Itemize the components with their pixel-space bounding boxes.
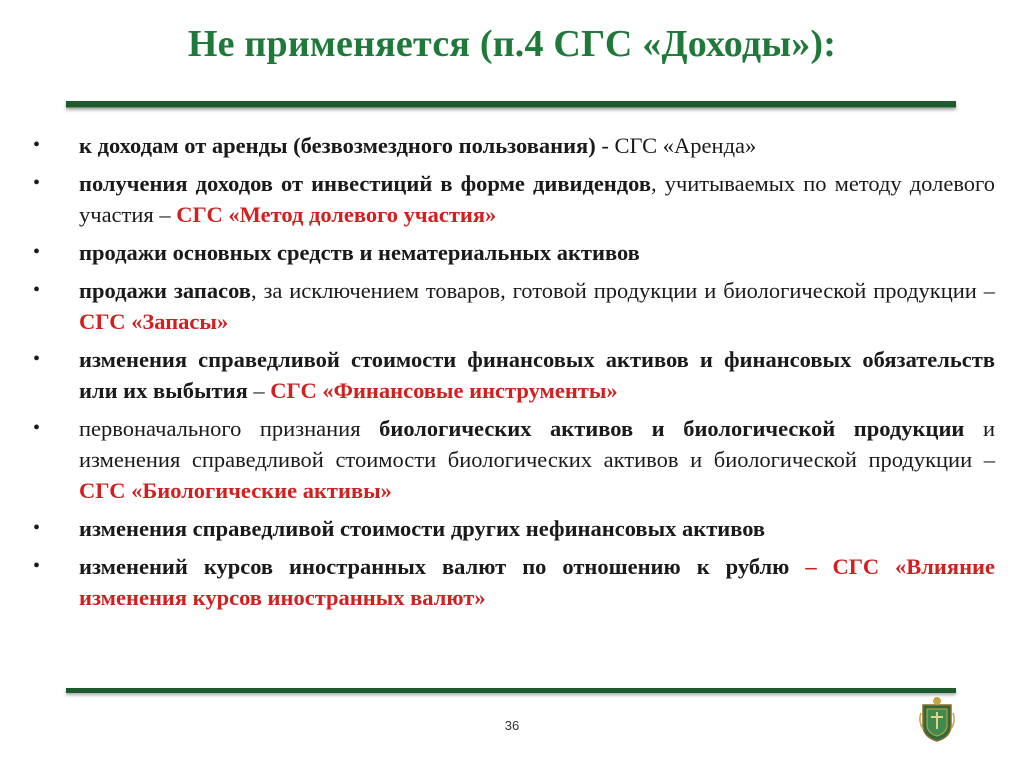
item-text: , за исключением товаров, готовой продукции и биологической продукции – [250,278,996,303]
item-text: изменений курсов иностранных валют по отношению к рублю [79,554,790,579]
bullet-marker: • [33,348,41,370]
bullet-marker: • [33,517,41,539]
list-item [33,513,995,544]
bullet-marker: • [33,172,41,194]
item-text: продажи основных средств и нематериальных активов [79,240,640,265]
item-text: первоначального признания [79,416,380,441]
item-text: продажи запасов [79,278,251,303]
bullet-marker: • [33,555,41,577]
item-text: , учитываемых по методу долевого участия – [79,171,995,227]
standard-reference: – СГС «Влияние изменения курсов иностранных валют» [79,554,995,610]
bullet-marker: • [33,241,41,263]
list-item [33,275,995,337]
list-item [33,168,995,230]
bullet-marker: • [33,279,41,301]
item-text: изменения справедливой стоимости финансовых активов и финансовых обязательств или их выбытия [79,347,995,403]
standard-reference: СГС «Запасы» [79,309,229,334]
list-item [33,130,995,161]
slide-title: Не применяется (п.4 СГС «Доходы»): [187,23,837,65]
title-divider [66,101,956,108]
list-item [33,237,995,268]
item-text: к доходам от аренды (безвозмездного пользования) [79,133,596,158]
bullet-marker: • [33,134,41,156]
standard-reference: СГС «Метод долевого участия» [176,202,497,227]
item-text: - СГС «Аренда» [595,133,757,158]
standard-reference: СГС «Биологические активы» [79,478,392,503]
item-text: – [247,378,271,403]
footer-divider [66,688,956,693]
page-number: 36 [504,718,520,733]
item-text: получения доходов от инвестиций в форме дивидендов [79,171,651,196]
list-item [33,344,995,406]
item-text: биологических активов и биологической продукции [379,416,965,441]
item-text: изменения справедливой стоимости других нефинансовых активов [79,516,766,541]
standard-reference: СГС «Финансовые инструменты» [270,378,618,403]
list-item [33,413,995,506]
list-item [33,551,995,613]
bullet-marker: • [33,417,41,439]
bullet-list [33,130,995,620]
ministry-emblem-icon [917,695,957,743]
item-text: и изменения справедливой стоимости биологических активов и биологической продукции – [79,416,995,472]
